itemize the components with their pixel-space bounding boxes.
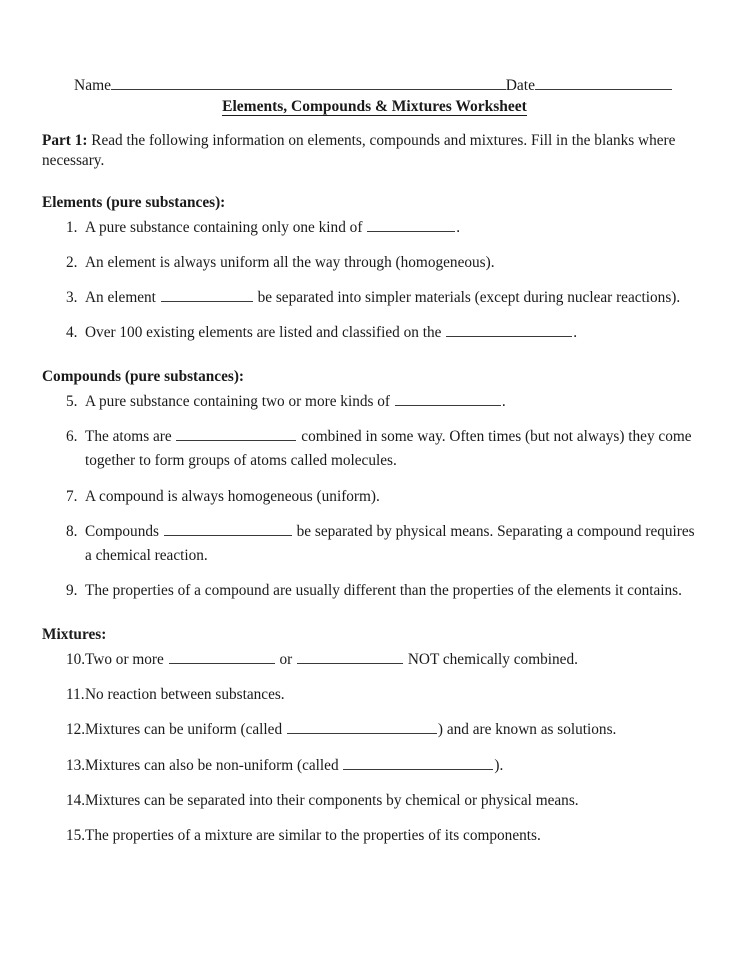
- fill-in-blank[interactable]: [395, 393, 501, 407]
- page-title-text: Elements, Compounds & Mixtures Worksheet: [222, 98, 527, 115]
- fill-in-blank[interactable]: [176, 428, 296, 442]
- list-item-number: 5.: [66, 393, 78, 411]
- part-1-text: Read the following information on elements, compounds and mixtures. Fill in the blanks where necessary.: [42, 132, 676, 169]
- list-item-text: be separated by physical means. Separating a compound requires a chemical reaction.: [85, 522, 695, 564]
- worksheet-body: [42, 131, 702, 848]
- list-item-number: 11.: [66, 686, 85, 704]
- list-item-text: be separated into simpler materials (except during nuclear reactions).: [253, 288, 681, 306]
- list-item-number: 8.: [66, 522, 78, 540]
- list-item-text: A compound is always homogeneous (uniform).: [85, 487, 380, 505]
- list-item-text: ).: [494, 756, 504, 774]
- list-item-text: Mixtures can be uniform (called: [85, 721, 286, 739]
- list-item-text: .: [456, 218, 461, 236]
- list-item-text: An element is always uniform all the way through (homogeneous).: [85, 253, 495, 271]
- list-item-number: 9.: [66, 582, 78, 600]
- list-item: [42, 425, 702, 473]
- fill-in-blank[interactable]: [287, 721, 437, 735]
- list-item-text: The properties of a compound are usually different than the properties of the elements it contains.: [85, 582, 682, 600]
- part-1-instructions: [42, 131, 702, 171]
- list-item-text: Compounds: [85, 522, 163, 540]
- list-item-text: Over 100 existing elements are listed and classified on the: [85, 324, 446, 342]
- list-item: [42, 718, 702, 742]
- worksheet-section: [42, 625, 702, 848]
- list-item-text: combined in some way. Often times (but not always) they come together to form groups of atoms called molecules.: [85, 428, 692, 470]
- list-item-text: A pure substance containing two or more kinds of: [85, 393, 394, 411]
- list-item-number: 4.: [66, 324, 78, 342]
- list-item: [42, 390, 702, 414]
- list-item-number: 13.: [66, 756, 86, 774]
- list-item-number: 14.: [66, 791, 86, 809]
- list-item: [42, 648, 702, 672]
- list-item: [42, 824, 702, 848]
- worksheet-section: [42, 193, 702, 346]
- list-item-number: 1.: [66, 218, 78, 236]
- list-item-number: 12.: [66, 721, 86, 739]
- list-item-text: .: [501, 393, 506, 411]
- list-item: [42, 251, 702, 275]
- list-item-text: An element: [85, 288, 160, 306]
- list-item: [42, 286, 702, 310]
- worksheet-section: [42, 367, 702, 603]
- list-item-text: No reaction between substances.: [85, 686, 285, 704]
- date-label: Date: [505, 77, 535, 95]
- list-item-number: 2.: [66, 253, 78, 271]
- list-item: [42, 789, 702, 813]
- fill-in-blank[interactable]: [161, 288, 253, 302]
- fill-in-blank[interactable]: [367, 218, 455, 232]
- list-item: [42, 485, 702, 509]
- fill-in-blank[interactable]: [446, 324, 572, 338]
- page-title: [0, 98, 749, 116]
- fill-in-blank[interactable]: [164, 522, 292, 536]
- list-item: [42, 754, 702, 778]
- list-item-text: The atoms are: [85, 428, 176, 446]
- list-item-text: A pure substance containing only one kind of: [85, 218, 367, 236]
- list-item: [42, 579, 702, 603]
- list-item-number: 6.: [66, 428, 78, 446]
- list-item-text: Mixtures can be separated into their components by chemical or physical means.: [85, 791, 579, 809]
- list-item-number: 10.: [66, 651, 86, 669]
- section-heading: Elements (pure substances):: [42, 193, 226, 211]
- fill-in-blank[interactable]: [297, 651, 403, 665]
- list-item-text: or: [275, 651, 297, 669]
- name-blank-field[interactable]: [111, 76, 506, 90]
- section-heading: Compounds (pure substances):: [42, 368, 245, 386]
- part-1-label: Part 1:: [42, 132, 88, 149]
- list-item: [42, 520, 702, 568]
- section-item-list: [42, 216, 702, 346]
- list-item-text: Mixtures can also be non-uniform (called: [85, 756, 343, 774]
- list-item-text: .: [573, 324, 578, 342]
- sections-container: [42, 193, 702, 848]
- list-item-number: 7.: [66, 487, 78, 505]
- list-item: [42, 321, 702, 345]
- list-item-text: ) and are known as solutions.: [437, 721, 617, 739]
- fill-in-blank[interactable]: [169, 651, 275, 665]
- name-label: Name: [74, 77, 112, 95]
- list-item-number: 3.: [66, 288, 78, 306]
- fill-in-blank[interactable]: [343, 756, 493, 770]
- list-item: [42, 216, 702, 240]
- date-blank-field[interactable]: [535, 76, 672, 90]
- section-item-list: [42, 648, 702, 848]
- list-item-number: 15.: [66, 826, 86, 844]
- section-heading: Mixtures:: [42, 626, 107, 644]
- list-item-text: The properties of a mixture are similar to the properties of its components.: [85, 826, 541, 844]
- list-item-text: Two or more: [85, 651, 168, 669]
- section-item-list: [42, 390, 702, 603]
- list-item-text: NOT chemically combined.: [404, 651, 578, 669]
- name-date-line: [74, 76, 672, 95]
- list-item: [42, 683, 702, 707]
